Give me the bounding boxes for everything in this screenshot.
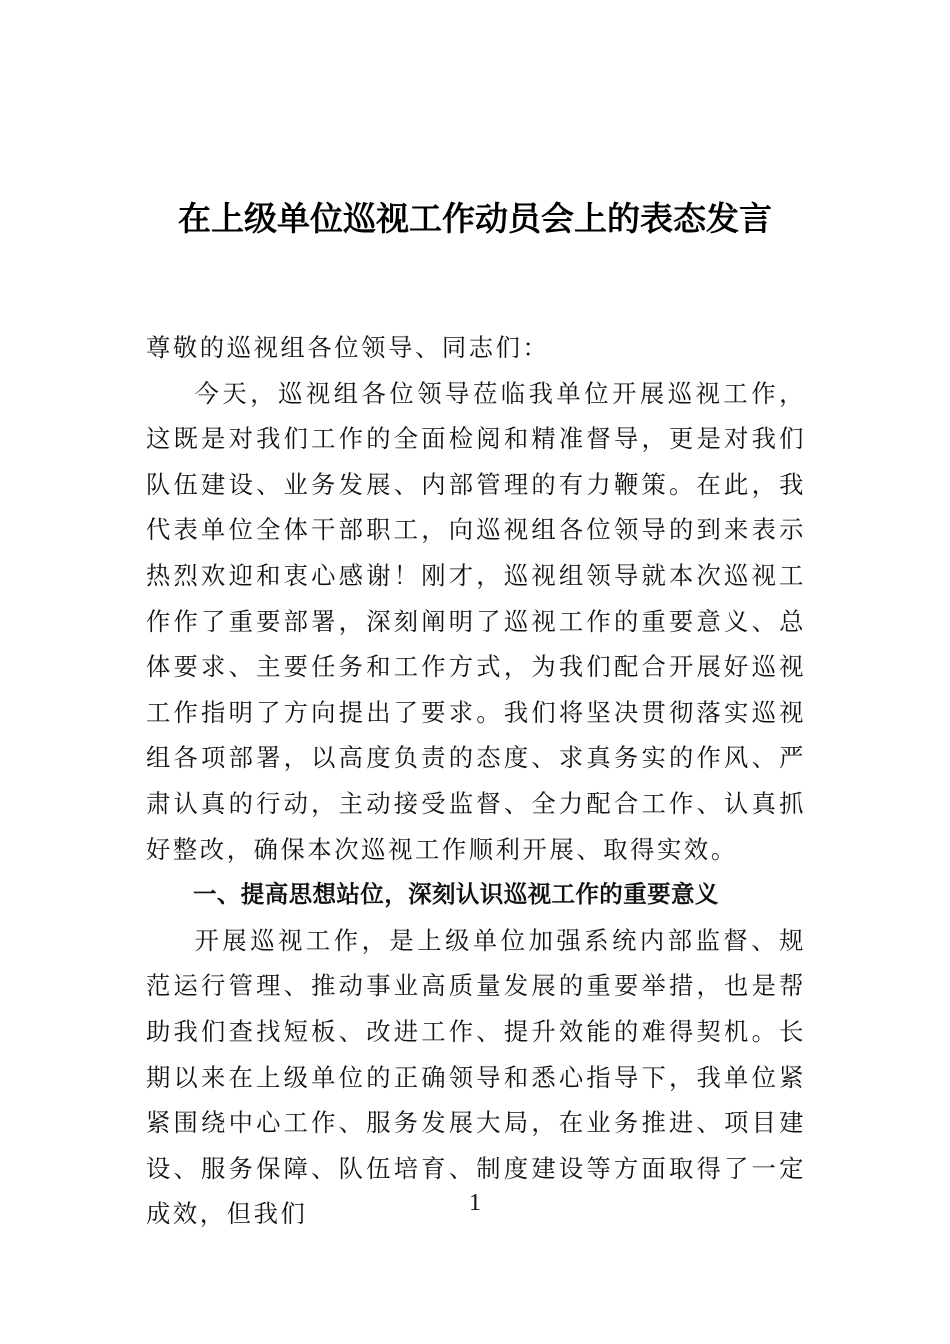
document-body: [146, 325, 806, 1237]
page-number: 1: [469, 1190, 481, 1216]
document-title: 在上级单位巡视工作动员会上的表态发言: [178, 199, 772, 238]
section-heading: 一、提高思想站位，深刻认识巡视工作的重要意义: [193, 880, 719, 909]
opening-paragraph: 今天，巡视组各位领导莅临我单位开展巡视工作，这既是对我们工作的全面检阅和精准督导，更是对我们队伍建设、业务发展、内部管理的有力鞭策。在此，我代表单位全体干部职工，向巡视组各位领导的到来表示热烈欢迎和衷心感谢！刚才，巡视组领导就本次巡视工作作了重要部署，深刻阐明了巡视工作的重要意义、总体要求、主要任务和工作方式，为我们配合开展好巡视工作指明了方向提出了要求。我们将坚决贯彻落实巡视组各项部署，以高度负责的态度、求真务实的作风、严肃认真的行动，主动接受监督、全力配合工作、认真抓好整改，确保本次巡视工作顺利开展、取得实效。: [146, 378, 806, 864]
salutation: 尊敬的巡视组各位领导、同志们：: [146, 333, 550, 362]
section-paragraph: 开展巡视工作，是上级单位加强系统内部监督、规范运行管理、推动事业高质量发展的重要举措，也是帮助我们查找短板、改进工作、提升效能的难得契机。长期以来在上级单位的正确领导和悉心指导下，我单位紧紧围绕中心工作、服务发展大局，在业务推进、项目建设、服务保障、队伍培育、制度建设等方面取得了一定成效，但我们: [146, 925, 806, 1229]
